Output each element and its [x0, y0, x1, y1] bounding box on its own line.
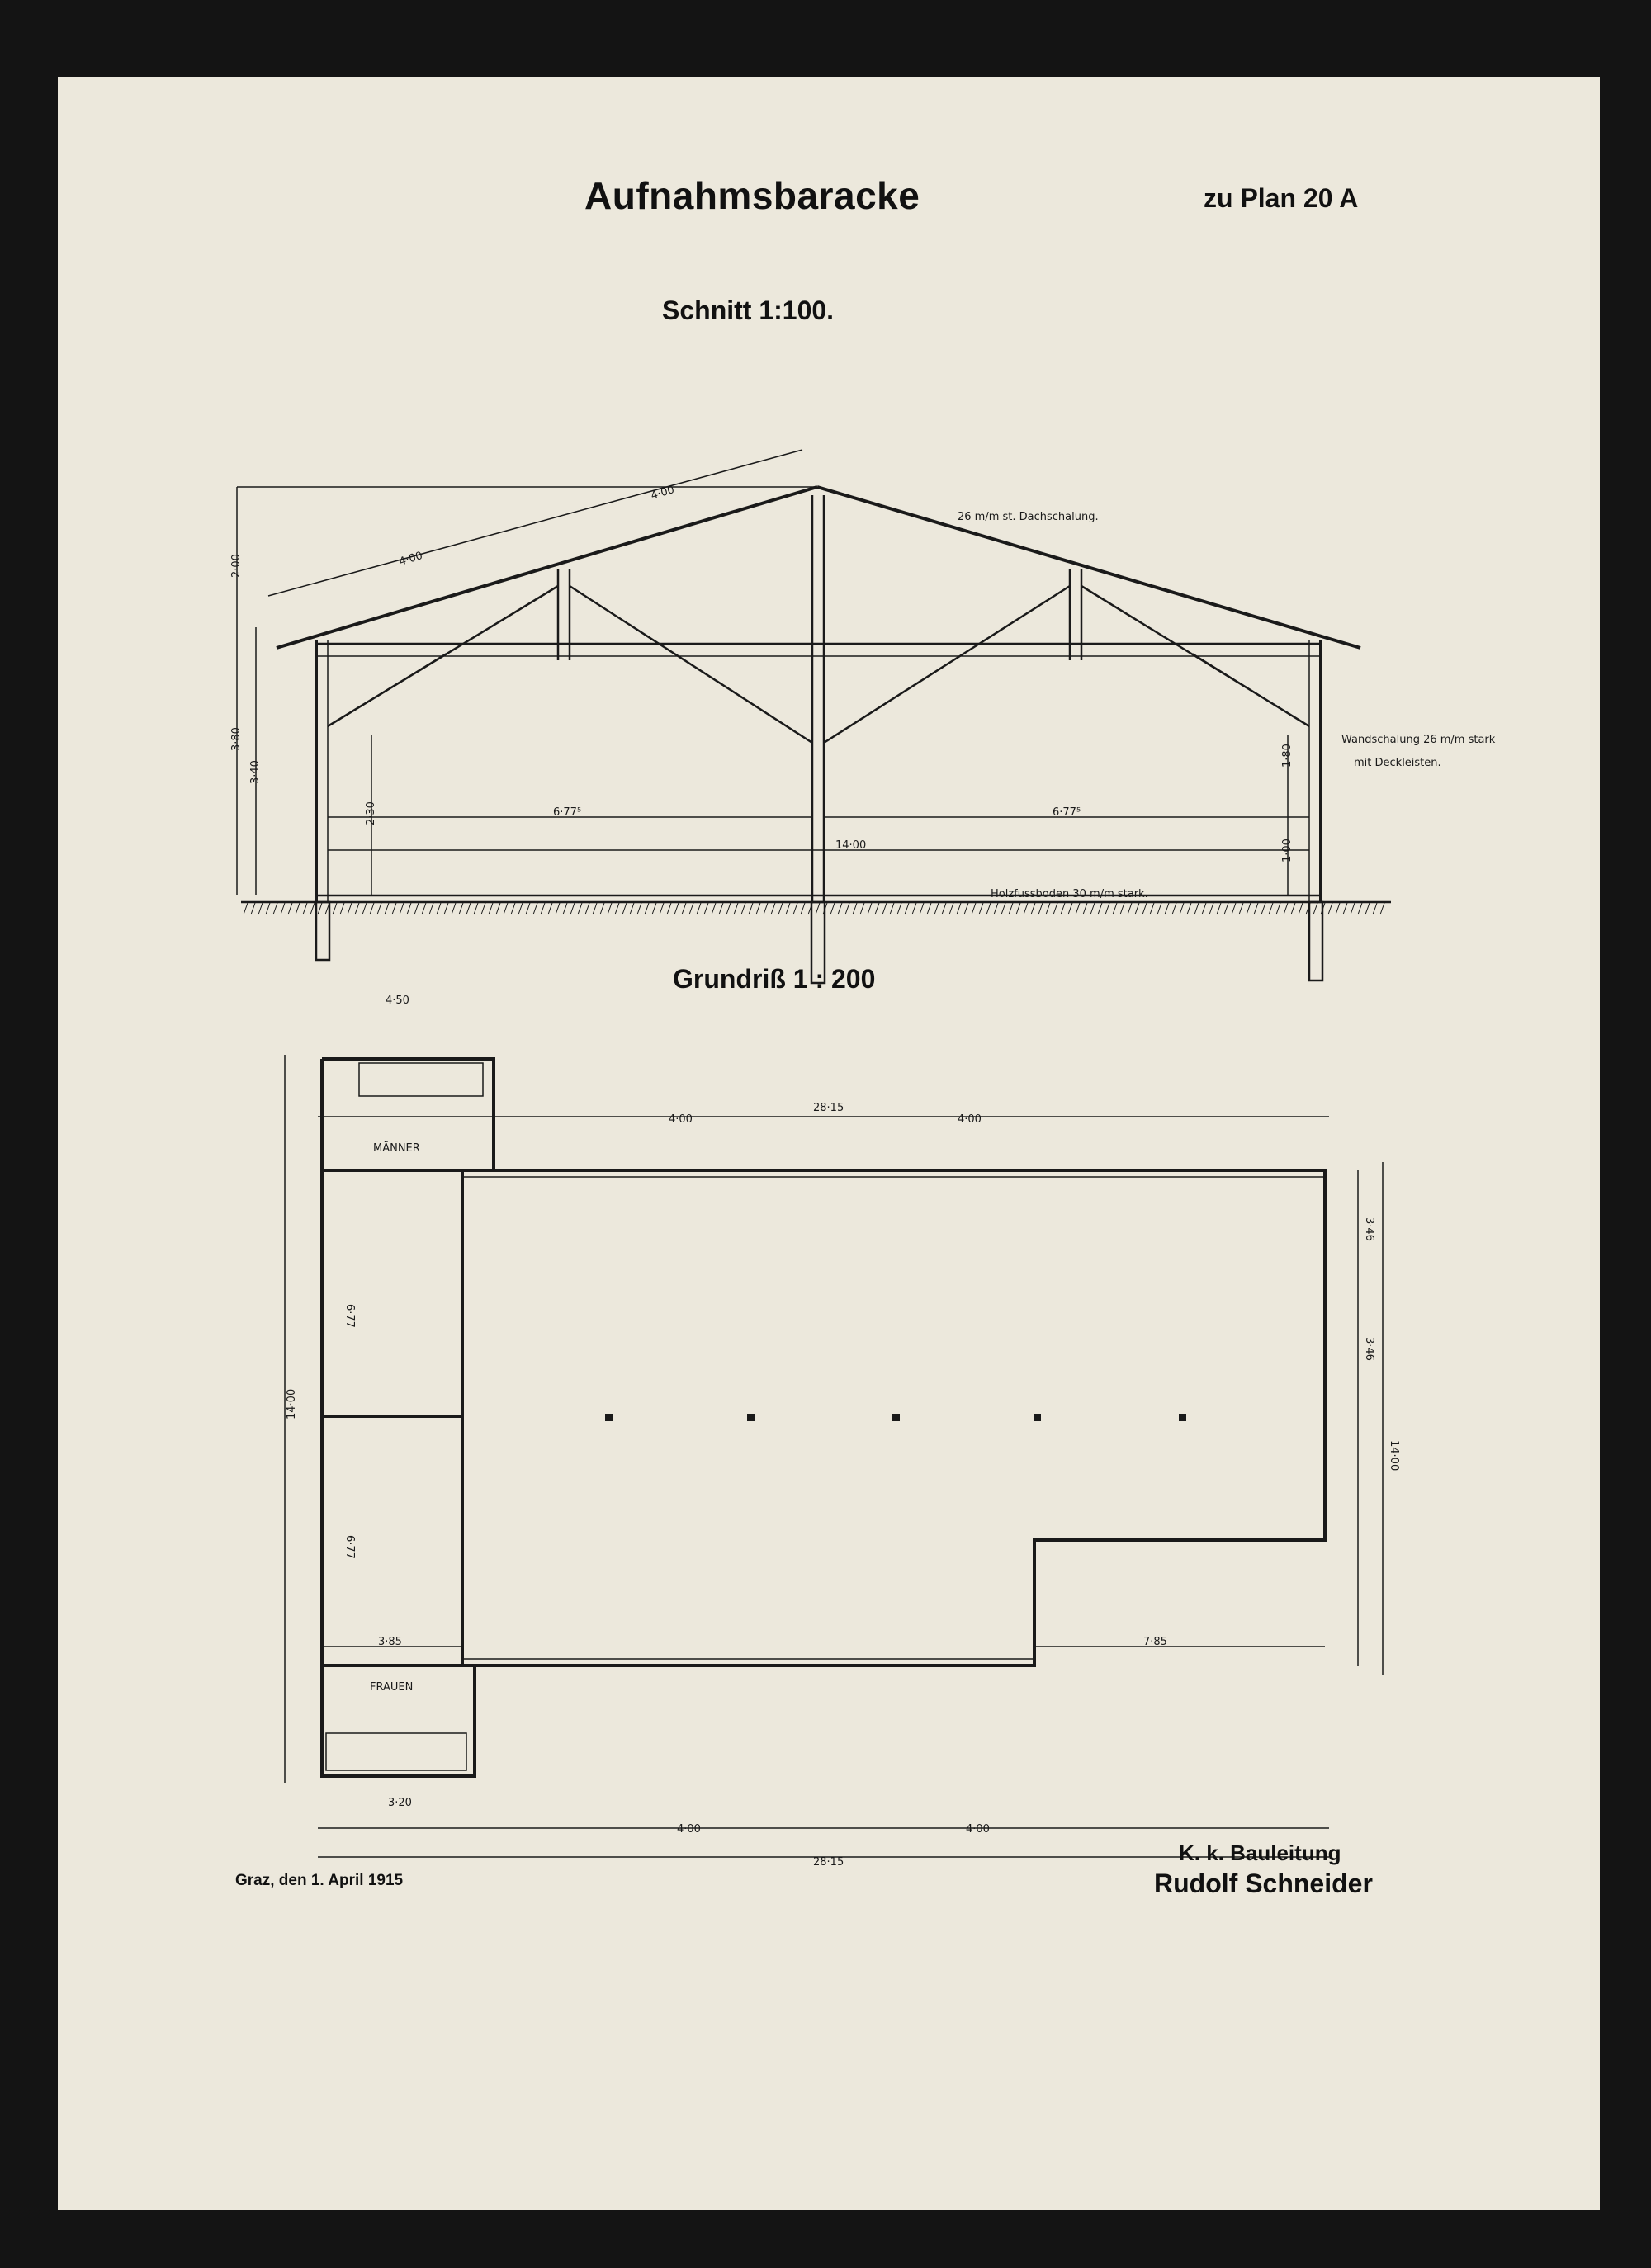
- ground-hatch-stroke: [570, 903, 575, 914]
- brace-right-inner: [824, 586, 1070, 743]
- ground-hatch-stroke: [949, 903, 953, 914]
- strut-left: [328, 654, 446, 726]
- ground-hatch-stroke: [920, 903, 924, 914]
- ground-hatch-stroke: [778, 903, 783, 914]
- ground-hatch-stroke: [400, 903, 404, 914]
- ground-hatch-stroke: [541, 903, 545, 914]
- date-line: Graz, den 1. April 1915: [235, 1872, 404, 1889]
- ground-hatch-stroke: [585, 903, 589, 914]
- ground-hatch-stroke: [853, 903, 857, 914]
- ground-hatch-stroke: [1024, 903, 1028, 914]
- men-room-label: MÄNNER: [373, 1142, 420, 1155]
- ground-hatch-stroke: [1224, 903, 1228, 914]
- ground-hatch-stroke: [608, 903, 612, 914]
- ground-hatch-stroke: [1090, 903, 1095, 914]
- overall-width-label: 14·00: [1388, 1440, 1400, 1472]
- ground-hatch-stroke: [660, 903, 664, 914]
- ground-hatch-stroke: [615, 903, 619, 914]
- ground-hatch-stroke: [251, 903, 255, 914]
- ground-hatch-stroke: [1380, 903, 1384, 914]
- ground-hatch-stroke: [422, 903, 426, 914]
- column: [1179, 1414, 1186, 1421]
- bay-label: 4·00: [958, 1113, 982, 1126]
- men-toilet-stalls: [359, 1063, 483, 1096]
- ground-hatch-stroke: [1001, 903, 1005, 914]
- ground-hatch-stroke: [801, 903, 805, 914]
- ground-hatch-stroke: [875, 903, 879, 914]
- ground-hatch-stroke: [429, 903, 433, 914]
- ground-hatch-stroke: [310, 903, 315, 914]
- ground-hatch-stroke: [1313, 903, 1317, 914]
- ground-hatch-stroke: [348, 903, 352, 914]
- ground-hatch-stroke: [1180, 903, 1184, 914]
- ground-hatch-stroke: [504, 903, 508, 914]
- ground-hatch-stroke: [719, 903, 723, 914]
- ground-hatch-stroke: [548, 903, 552, 914]
- ground-hatch-stroke: [392, 903, 396, 914]
- ground-hatch-stroke: [942, 903, 946, 914]
- ground-hatch-stroke: [1046, 903, 1050, 914]
- ground-hatch-stroke: [927, 903, 931, 914]
- ground-hatch-stroke: [704, 903, 708, 914]
- ground-hatch-stroke: [414, 903, 419, 914]
- ground-hatch-stroke: [296, 903, 300, 914]
- women-toilet-stalls: [326, 1733, 466, 1770]
- ground-hatch-stroke: [258, 903, 263, 914]
- wall-boarding-note: Wandschalung 26 m/m stark: [1341, 734, 1496, 746]
- issuing-office: K. k. Bauleitung: [1179, 1840, 1341, 1865]
- foundation-post-right: [1309, 902, 1322, 980]
- ground-hatch-stroke: [578, 903, 582, 914]
- ground-hatch-stroke: [1105, 903, 1109, 914]
- ground-hatch-stroke: [1247, 903, 1251, 914]
- ground-hatch-stroke: [1351, 903, 1355, 914]
- ridge-height-label: 2·00: [230, 554, 243, 578]
- ground-hatch-stroke: [437, 903, 441, 914]
- ground-hatch-stroke: [957, 903, 961, 914]
- ground-hatch-stroke: [1194, 903, 1199, 914]
- column: [747, 1414, 755, 1421]
- ground-hatch-stroke: [1009, 903, 1013, 914]
- ground-hatch-stroke: [689, 903, 693, 914]
- floorplan-drawing: [285, 1055, 1383, 1857]
- ground-hatch-stroke: [630, 903, 634, 914]
- roof-boarding-note: 26 m/m st. Dachschalung.: [958, 511, 1099, 523]
- ground-hatch-stroke: [697, 903, 701, 914]
- ground-hatch-stroke: [994, 903, 998, 914]
- ground-hatch-stroke: [1284, 903, 1288, 914]
- ground-hatch-stroke: [1328, 903, 1332, 914]
- ground-hatch-stroke: [333, 903, 337, 914]
- ground-hatch-stroke: [1068, 903, 1072, 914]
- ground-hatch-stroke: [682, 903, 686, 914]
- ground-hatch-stroke: [1083, 903, 1087, 914]
- section-heading: Schnitt 1:100.: [662, 295, 835, 325]
- rafter-right-label: 4·00: [649, 484, 676, 503]
- bay-label: 4·00: [966, 1823, 990, 1836]
- bay-label: 4·00: [669, 1113, 693, 1126]
- ground-hatch-stroke: [771, 903, 775, 914]
- ground-hatch-stroke: [377, 903, 381, 914]
- ground-hatch-stroke: [1209, 903, 1213, 914]
- corridor-label: 3·85: [378, 1636, 402, 1648]
- wall-battens-note: mit Deckleisten.: [1354, 757, 1441, 769]
- side-segment-label: 3·46: [1363, 1217, 1375, 1241]
- ground-hatch-stroke: [340, 903, 344, 914]
- ground-hatch-stroke: [1343, 903, 1347, 914]
- ground-hatch-stroke: [652, 903, 656, 914]
- ground-hatch-stroke: [1150, 903, 1154, 914]
- ground-hatch-stroke: [1232, 903, 1236, 914]
- ground-hatch-stroke: [1053, 903, 1057, 914]
- annex-inner-label: 3·20: [388, 1797, 412, 1809]
- ground-hatch-stroke: [1128, 903, 1132, 914]
- ground-hatch-stroke: [1373, 903, 1377, 914]
- ground-hatch-stroke: [845, 903, 849, 914]
- ground-hatch-stroke: [1135, 903, 1139, 914]
- ground-hatch-stroke: [786, 903, 790, 914]
- room-depth-label: 6·77: [343, 1535, 356, 1559]
- ground-hatch-stroke: [600, 903, 604, 914]
- ground-hatch-stroke: [489, 903, 493, 914]
- ground-hatch-stroke: [1098, 903, 1102, 914]
- total-height-label: 3·80: [230, 727, 243, 751]
- ground-hatch-stroke: [764, 903, 768, 914]
- side-height-label: 1·80: [1281, 744, 1294, 768]
- ground-hatch-stroke: [838, 903, 842, 914]
- ground-hatch-stroke: [511, 903, 515, 914]
- ground-hatch-stroke: [1031, 903, 1035, 914]
- ground-hatch-stroke: [890, 903, 894, 914]
- floorplan-labels: [286, 995, 1400, 1869]
- column: [605, 1414, 613, 1421]
- ground-hatch-stroke: [1299, 903, 1303, 914]
- half-span-left-label: 6·77⁵: [553, 806, 582, 819]
- ground-hatch-stroke: [637, 903, 641, 914]
- room-depth-label: 6·77: [343, 1304, 356, 1328]
- ground-hatch-stroke: [1254, 903, 1258, 914]
- ground-hatch: [244, 903, 1384, 914]
- ground-hatch-stroke: [972, 903, 976, 914]
- top-length-label: 28·15: [813, 1102, 844, 1114]
- ground-hatch-stroke: [370, 903, 374, 914]
- ground-hatch-stroke: [1336, 903, 1340, 914]
- ground-hatch-stroke: [734, 903, 738, 914]
- span-label: 14·00: [835, 839, 867, 852]
- ground-hatch-stroke: [474, 903, 478, 914]
- ground-hatch-stroke: [622, 903, 627, 914]
- bottom-length-label: 28·15: [813, 1856, 844, 1869]
- ground-hatch-stroke: [749, 903, 753, 914]
- ground-hatch-stroke: [1358, 903, 1362, 914]
- half-span-right-label: 6·77⁵: [1053, 806, 1081, 819]
- ground-hatch-stroke: [244, 903, 248, 914]
- page-title: Aufnahmsbaracke: [584, 174, 920, 217]
- ground-hatch-stroke: [1261, 903, 1265, 914]
- annex-width-label: 4·50: [386, 995, 409, 1007]
- ground-hatch-stroke: [1142, 903, 1147, 914]
- ground-hatch-stroke: [830, 903, 835, 914]
- ground-hatch-stroke: [1076, 903, 1080, 914]
- ground-hatch-stroke: [1016, 903, 1020, 914]
- ground-hatch-stroke: [526, 903, 530, 914]
- ground-hatch-stroke: [1038, 903, 1043, 914]
- ground-hatch-stroke: [979, 903, 983, 914]
- ground-hatch-stroke: [1113, 903, 1117, 914]
- rafter-left-label: 4·00: [397, 550, 424, 569]
- ground-hatch-stroke: [674, 903, 679, 914]
- ground-hatch-stroke: [459, 903, 463, 914]
- strut-right: [1193, 654, 1309, 726]
- ground-hatch-stroke: [318, 903, 322, 914]
- ground-hatch-stroke: [934, 903, 939, 914]
- ground-hatch-stroke: [905, 903, 909, 914]
- ground-hatch-stroke: [273, 903, 277, 914]
- brace-left-inner: [570, 586, 812, 743]
- column: [892, 1414, 900, 1421]
- section-dimension-labels: [230, 484, 1496, 900]
- ground-hatch-stroke: [1202, 903, 1206, 914]
- ground-hatch-stroke: [288, 903, 292, 914]
- ground-hatch-stroke: [986, 903, 991, 914]
- ground-hatch-stroke: [452, 903, 456, 914]
- ground-hatch-stroke: [303, 903, 307, 914]
- floorplan-heading: Grundriß 1 : 200: [673, 964, 876, 994]
- left-width-label: 14·00: [286, 1388, 298, 1420]
- ground-hatch-stroke: [897, 903, 901, 914]
- roof-left: [277, 487, 817, 648]
- ground-hatch-stroke: [645, 903, 649, 914]
- ground-hatch-stroke: [1217, 903, 1221, 914]
- ground-hatch-stroke: [793, 903, 797, 914]
- side-low-label: 1·00: [1281, 839, 1294, 862]
- ground-hatch-stroke: [466, 903, 471, 914]
- ground-hatch-stroke: [756, 903, 760, 914]
- ground-hatch-stroke: [816, 903, 820, 914]
- ground-hatch-stroke: [407, 903, 411, 914]
- ground-hatch-stroke: [496, 903, 500, 914]
- column: [1034, 1414, 1041, 1421]
- ground-hatch-stroke: [1157, 903, 1161, 914]
- ground-hatch-stroke: [1276, 903, 1280, 914]
- door-height-label: 2·30: [365, 801, 377, 825]
- ground-hatch-stroke: [1061, 903, 1065, 914]
- ground-hatch-stroke: [556, 903, 560, 914]
- ground-hatch-stroke: [1365, 903, 1370, 914]
- office-width-label: 7·85: [1143, 1636, 1167, 1648]
- ground-hatch-stroke: [741, 903, 745, 914]
- ground-hatch-stroke: [518, 903, 523, 914]
- ground-hatch-stroke: [912, 903, 916, 914]
- ground-hatch-stroke: [1120, 903, 1124, 914]
- ground-hatch-stroke: [868, 903, 872, 914]
- side-segment-label: 3·46: [1363, 1337, 1375, 1361]
- foundation-post-left: [316, 902, 329, 960]
- wall-height-label: 3·40: [249, 760, 262, 784]
- ground-hatch-stroke: [481, 903, 485, 914]
- ground-hatch-stroke: [860, 903, 864, 914]
- ground-hatch-stroke: [593, 903, 597, 914]
- ground-hatch-stroke: [385, 903, 389, 914]
- ground-hatch-stroke: [964, 903, 968, 914]
- ground-hatch-stroke: [1172, 903, 1176, 914]
- bay-label: 4·00: [677, 1823, 701, 1836]
- rafter-dimension-line: [268, 450, 802, 596]
- ground-hatch-stroke: [667, 903, 671, 914]
- ground-hatch-stroke: [355, 903, 359, 914]
- ground-hatch-stroke: [444, 903, 448, 914]
- ground-hatch-stroke: [1269, 903, 1273, 914]
- ground-hatch-stroke: [563, 903, 567, 914]
- floor-note: Holzfussboden 30 m/m stark.: [991, 888, 1148, 900]
- ground-hatch-stroke: [1165, 903, 1169, 914]
- signatory: Rudolf Schneider: [1154, 1869, 1373, 1898]
- ground-hatch-stroke: [1291, 903, 1295, 914]
- plan-reference: zu Plan 20 A: [1204, 183, 1359, 213]
- section-drawing: [237, 450, 1391, 983]
- ground-hatch-stroke: [281, 903, 285, 914]
- women-room-label: FRAUEN: [370, 1681, 414, 1694]
- ground-hatch-stroke: [882, 903, 887, 914]
- ground-hatch-stroke: [726, 903, 731, 914]
- ground-hatch-stroke: [533, 903, 537, 914]
- ground-hatch-stroke: [1187, 903, 1191, 914]
- ground-hatch-stroke: [266, 903, 270, 914]
- ground-hatch-stroke: [712, 903, 716, 914]
- ground-hatch-stroke: [362, 903, 367, 914]
- ground-hatch-stroke: [1239, 903, 1243, 914]
